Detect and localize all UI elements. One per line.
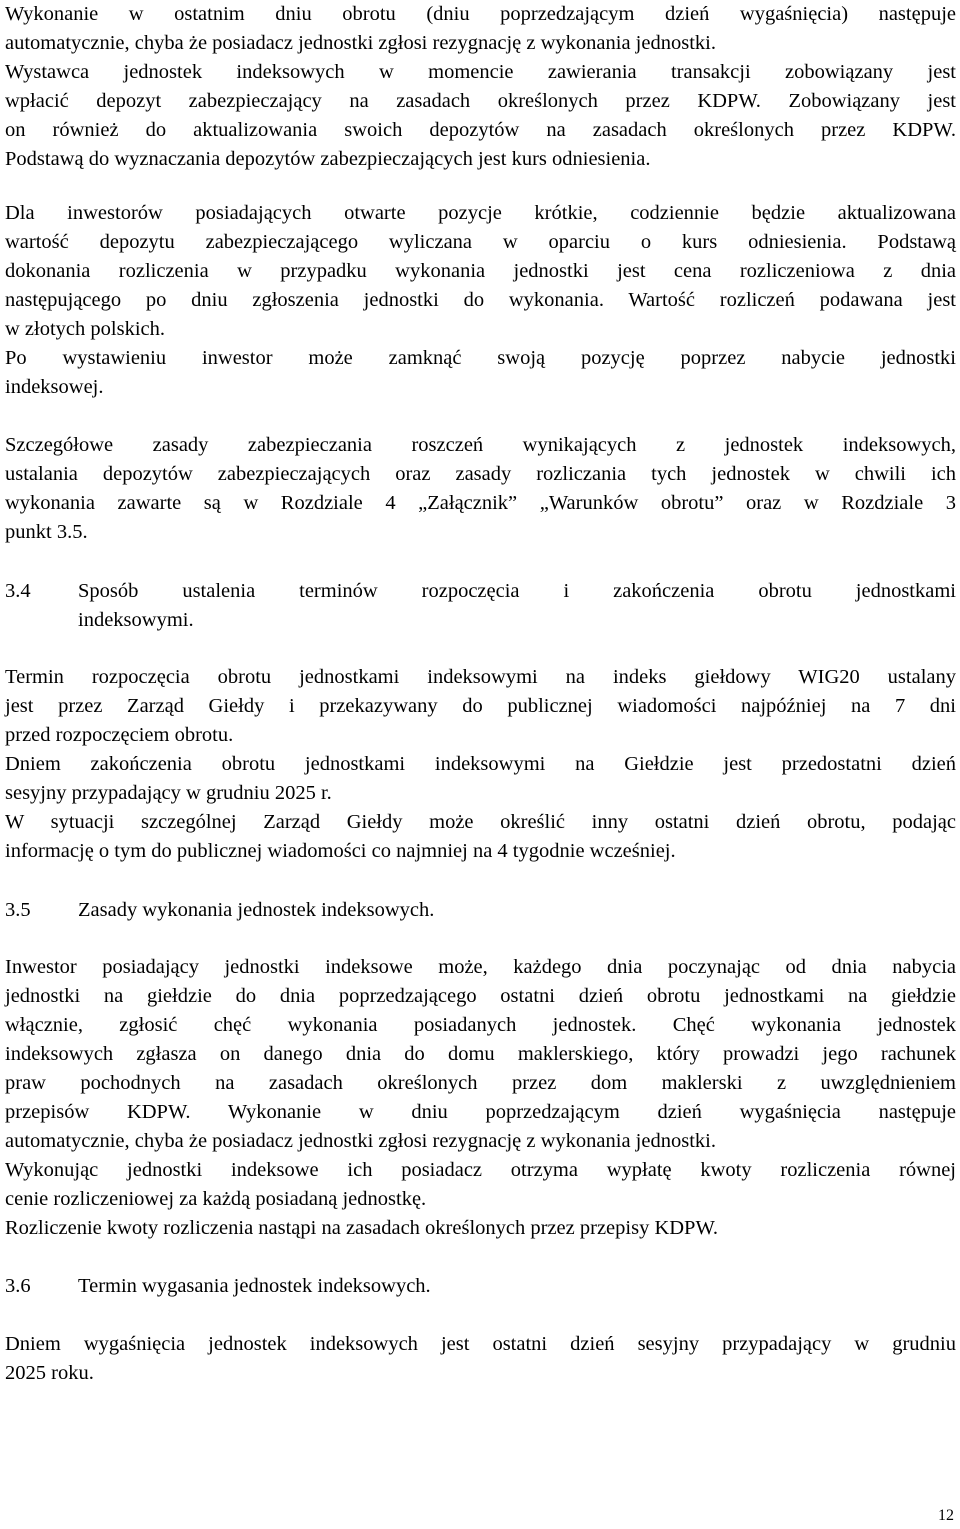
paragraph-trading-start-end bbox=[5, 663, 956, 866]
text-line: Dniem wygaśnięcia jednostek indeksowych jest ostatni dzień sesyjny przypadający w grudniu bbox=[5, 1333, 956, 1355]
text-line: sesyjny przypadający w grudniu 2025 r. bbox=[5, 782, 332, 804]
heading-line: Termin wygasania jednostek indeksowych. bbox=[78, 1275, 431, 1297]
text-line: włącznie, zgłosić chęć wykonania posiadanych jednostek. Chęć wykonania jednostek bbox=[5, 1014, 956, 1036]
text-line: Wystawca jednostek indeksowych w momencie zawierania transakcji zobowiązany jest bbox=[5, 61, 956, 83]
text-line: punkt 3.5. bbox=[5, 521, 88, 543]
section-number: 3.4 bbox=[5, 580, 31, 602]
text-line: Wykonując jednostki indeksowe ich posiadacz otrzyma wypłatę kwoty rozliczenia równej bbox=[5, 1159, 956, 1181]
text-line: Inwestor posiadający jednostki indeksowe może, każdego dnia poczynając od dnia nabycia bbox=[5, 956, 956, 978]
text-line: Szczegółowe zasady zabezpieczania roszczeń wynikających z jednostek indeksowych, bbox=[5, 434, 956, 456]
paragraph-expiry-date bbox=[5, 1330, 956, 1388]
text-line: indeksowej. bbox=[5, 376, 104, 398]
text-line: Po wystawieniu inwestor może zamknąć swoją pozycję poprzez nabycie jednostki bbox=[5, 347, 956, 369]
text-line: W sytuacji szczególnej Zarząd Giełdy może określić inny ostatni dzień obrotu, podając bbox=[5, 811, 956, 833]
text-line: Wykonanie w ostatnim dniu obrotu (dniu poprzedzającym dzień wygaśnięcia) następuje bbox=[5, 3, 956, 25]
text-line: indeksowych zgłasza on danego dnia do domu maklerskiego, który prowadzi jego rachunek bbox=[5, 1043, 956, 1065]
paragraph-execution-and-deposits bbox=[5, 0, 956, 174]
text-line: przepisów KDPW. Wykonanie w dniu poprzedzającym dzień wygaśnięcia następuje bbox=[5, 1101, 956, 1123]
text-line: następującego po dniu zgłoszenia jednostki do wykonania. Wartość rozliczeń podawana jest bbox=[5, 289, 956, 311]
text-line: Rozliczenie kwoty rozliczenia nastąpi na zasadach określonych przez przepisy KDPW. bbox=[5, 1217, 719, 1239]
text-line: wpłacić depozyt zabezpieczający na zasadach określonych przez KDPW. Zobowiązany jest bbox=[5, 90, 956, 112]
text-line: dokonania rozliczenia w przypadku wykonania jednostki jest cena rozliczeniowa z dnia bbox=[5, 260, 956, 282]
text-line: praw pochodnych na zasadach określonych przez dom maklerski z uwzględnieniem bbox=[5, 1072, 956, 1094]
paragraph-detailed-rules bbox=[5, 431, 956, 547]
paragraph-execution-rules bbox=[5, 953, 956, 1243]
text-line: cenie rozliczeniowej za każdą posiadaną jednostkę. bbox=[5, 1188, 427, 1210]
text-line: automatycznie, chyba że posiadacz jednostki zgłosi rezygnację z wykonania jednostki. bbox=[5, 32, 716, 54]
text-line: automatycznie, chyba że posiadacz jednostki zgłosi rezygnację z wykonania jednostki. bbox=[5, 1130, 716, 1152]
text-line: jednostki na giełdzie do dnia poprzedzającego ostatni dzień obrotu jednostkami na giełdzie bbox=[5, 985, 956, 1007]
text-line: 2025 roku. bbox=[5, 1362, 94, 1384]
text-line: wartość depozytu zabezpieczającego wyliczana w oparciu o kurs odniesienia. Podstawą bbox=[5, 231, 956, 253]
text-line: informację o tym do publicznej wiadomości co najmniej na 4 tygodnie wcześniej. bbox=[5, 840, 676, 862]
heading-line: indeksowymi. bbox=[78, 609, 194, 631]
page-number: 12 bbox=[938, 1507, 954, 1524]
text-line: jest przez Zarząd Giełdy i przekazywany do publicznej wiadomości najpóźniej na 7 dni bbox=[5, 695, 956, 717]
text-line: w złotych polskich. bbox=[5, 318, 165, 340]
text-line: Podstawą do wyznaczania depozytów zabezpieczających jest kurs odniesienia. bbox=[5, 148, 651, 170]
text-line: on również do aktualizowania swoich depozytów na zasadach określonych przez KDPW. bbox=[5, 119, 956, 141]
text-line: przed rozpoczęciem obrotu. bbox=[5, 724, 234, 746]
paragraph-short-positions bbox=[5, 199, 956, 402]
section-number: 3.6 bbox=[5, 1275, 31, 1297]
text-line: wykonania zawarte są w Rozdziale 4 „Załącznik” „Warunków obrotu” oraz w Rozdziale 3 bbox=[5, 492, 956, 514]
heading-line: Zasady wykonania jednostek indeksowych. bbox=[78, 899, 435, 921]
heading-line: Sposób ustalenia terminów rozpoczęcia i zakończenia obrotu jednostkami bbox=[78, 580, 956, 602]
text-line: Dla inwestorów posiadających otwarte pozycje krótkie, codziennie będzie aktualizowana bbox=[5, 202, 956, 224]
text-line: Termin rozpoczęcia obrotu jednostkami indeksowymi na indeks giełdowy WIG20 ustalany bbox=[5, 666, 956, 688]
section-number: 3.5 bbox=[5, 899, 31, 921]
text-line: Dniem zakończenia obrotu jednostkami indeksowymi na Giełdzie jest przedostatni dzień bbox=[5, 753, 956, 775]
text-line: ustalania depozytów zabezpieczających oraz zasady rozliczania tych jednostek w chwili ich bbox=[5, 463, 956, 485]
